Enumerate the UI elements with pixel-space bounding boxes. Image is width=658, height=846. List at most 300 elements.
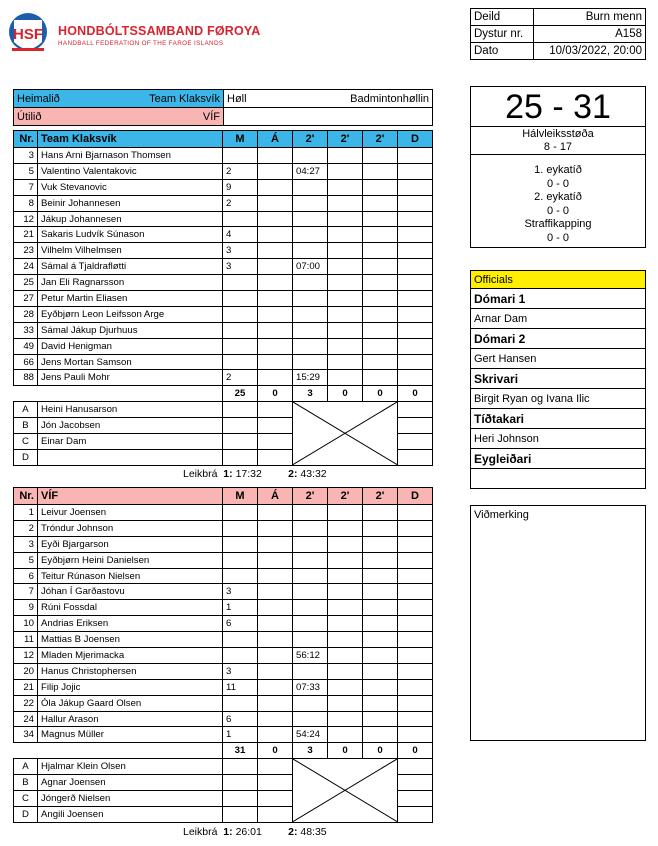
totals-row (14, 743, 433, 759)
domari2-name: Gert Hansen (471, 349, 646, 369)
federation-logo (8, 12, 48, 58)
player-2min-1 (293, 711, 328, 727)
player-2min-1 (293, 227, 328, 243)
player-goals (223, 306, 258, 322)
player-name: Hallur Arason (38, 711, 223, 727)
player-number: 33 (14, 322, 38, 338)
away-table-header (14, 488, 433, 505)
player-goals (223, 275, 258, 291)
player-goals (223, 520, 258, 536)
player-row (14, 211, 433, 227)
player-warning (258, 275, 293, 291)
player-name: Jens Mortan Samson (38, 354, 223, 370)
player-disqualification (398, 600, 433, 616)
dystur-label: Dystur nr. (471, 26, 534, 43)
player-disqualification (398, 291, 433, 307)
player-number: 24 (14, 711, 38, 727)
player-warning (258, 291, 293, 307)
official-letter: C (14, 791, 38, 807)
player-2min-2 (328, 148, 363, 164)
timeout-2-value: 48:35 (300, 826, 327, 838)
total-m: 25 (223, 386, 258, 402)
player-disqualification (398, 505, 433, 521)
player-2min-1: 04:27 (293, 163, 328, 179)
player-disqualification (398, 584, 433, 600)
player-2min-1: 54:24 (293, 727, 328, 743)
player-goals (223, 338, 258, 354)
col-team: Team Klaksvík (38, 131, 223, 148)
player-name: Leivur Joensen (38, 505, 223, 521)
official-2min (258, 791, 293, 807)
player-2min-2 (328, 711, 363, 727)
player-2min-3 (363, 370, 398, 386)
col-m: M (223, 131, 258, 148)
player-disqualification (398, 552, 433, 568)
total-t1: 3 (293, 386, 328, 402)
player-2min-2 (328, 552, 363, 568)
player-goals: 6 (223, 711, 258, 727)
player-disqualification (398, 727, 433, 743)
player-name: Filip Jojic (38, 679, 223, 695)
player-2min-3 (363, 306, 398, 322)
col-team: VÍF (38, 488, 223, 505)
player-disqualification (398, 179, 433, 195)
official-warning (223, 402, 258, 418)
totals-blank (14, 386, 38, 402)
player-goals: 3 (223, 259, 258, 275)
team-official-row (14, 402, 433, 418)
official-name (38, 449, 223, 465)
official-name: Jón Jacobsen (38, 418, 223, 434)
player-name: Petur Martin Eliasen (38, 291, 223, 307)
official-2min (258, 759, 293, 775)
player-2min-1 (293, 243, 328, 259)
player-number: 8 (14, 195, 38, 211)
federation-subtitle: HANDBALL FEDERATION OF THE FAROE ISLANDS (58, 40, 224, 47)
col-m: M (223, 488, 258, 505)
player-number: 10 (14, 616, 38, 632)
player-goals (223, 322, 258, 338)
player-goals (223, 632, 258, 648)
home-timeouts (183, 468, 327, 480)
player-name: Jens Pauli Mohr (38, 370, 223, 386)
player-number: 34 (14, 727, 38, 743)
col-nr: Nr. (14, 131, 38, 148)
player-2min-2 (328, 663, 363, 679)
player-2min-2 (328, 211, 363, 227)
player-2min-3 (363, 727, 398, 743)
player-goals: 11 (223, 679, 258, 695)
player-goals (223, 505, 258, 521)
timeout-1-value: 26:01 (235, 826, 262, 838)
col-d: D (398, 131, 433, 148)
timeout-2-key: 2: (288, 468, 298, 480)
player-2min-3 (363, 711, 398, 727)
official-name: Jóngerð Nielsen (38, 791, 223, 807)
player-warning (258, 259, 293, 275)
player-number: 6 (14, 568, 38, 584)
away-timeouts (183, 826, 327, 838)
player-2min-3 (363, 695, 398, 711)
teams-header (13, 89, 433, 126)
player-2min-1 (293, 211, 328, 227)
player-warning (258, 536, 293, 552)
dato-value: 10/03/2022, 20:00 (534, 43, 646, 60)
player-row (14, 552, 433, 568)
player-warning (258, 727, 293, 743)
player-row (14, 148, 433, 164)
player-goals (223, 552, 258, 568)
player-goals: 3 (223, 663, 258, 679)
player-warning (258, 211, 293, 227)
player-2min-3 (363, 536, 398, 552)
timeout-2-key: 2: (288, 826, 298, 838)
extra-2-label: 2. eykatíð (534, 191, 582, 204)
player-warning (258, 163, 293, 179)
player-number: 88 (14, 370, 38, 386)
player-2min-2 (328, 291, 363, 307)
col-2min-3: 2' (363, 488, 398, 505)
extra-1-value: 0 - 0 (546, 177, 569, 190)
player-2min-2 (328, 584, 363, 600)
official-warning (223, 791, 258, 807)
player-2min-1: 07:00 (293, 259, 328, 275)
player-name: David Henigman (38, 338, 223, 354)
player-number: 49 (14, 338, 38, 354)
player-2min-1: 56:12 (293, 648, 328, 664)
player-number: 28 (14, 306, 38, 322)
half-time-label: Hálvleiksstøða (522, 128, 594, 140)
tidtakari-label: Tíðtakari (471, 409, 646, 429)
player-disqualification (398, 163, 433, 179)
player-disqualification (398, 632, 433, 648)
col-nr: Nr. (14, 488, 38, 505)
player-row (14, 291, 433, 307)
officials-header: Officials (471, 271, 646, 289)
player-name: Andrias Eriksen (38, 616, 223, 632)
player-goals (223, 211, 258, 227)
player-2min-1 (293, 322, 328, 338)
player-2min-1 (293, 600, 328, 616)
player-row (14, 663, 433, 679)
player-disqualification (398, 243, 433, 259)
player-row (14, 616, 433, 632)
player-warning (258, 306, 293, 322)
player-warning (258, 227, 293, 243)
extra-1-label: 1. eykatíð (534, 164, 582, 176)
player-2min-1: 15:29 (293, 370, 328, 386)
official-disqualification (398, 449, 433, 465)
dystur-value: A158 (534, 26, 646, 43)
player-row (14, 306, 433, 322)
player-name: Rúni Fossdal (38, 600, 223, 616)
player-2min-1 (293, 695, 328, 711)
player-number: 5 (14, 552, 38, 568)
remarks-box (470, 505, 646, 741)
player-2min-1 (293, 195, 328, 211)
federation-name: HONDBÓLTSSAMBAND FØROYA (58, 24, 261, 38)
score-box (470, 86, 646, 248)
player-2min-1 (293, 291, 328, 307)
totals-row (14, 386, 433, 402)
player-goals: 2 (223, 163, 258, 179)
player-2min-3 (363, 552, 398, 568)
player-warning (258, 195, 293, 211)
official-2min (258, 402, 293, 418)
player-disqualification (398, 322, 433, 338)
player-2min-1 (293, 632, 328, 648)
player-2min-2 (328, 505, 363, 521)
player-2min-2 (328, 306, 363, 322)
official-warning (223, 418, 258, 434)
penalties-label: Straffikapping (524, 218, 592, 231)
player-row (14, 648, 433, 664)
player-warning (258, 584, 293, 600)
remarks-label: Viðmerking (474, 509, 529, 521)
player-2min-2 (328, 179, 363, 195)
player-2min-2 (328, 616, 363, 632)
player-warning (258, 505, 293, 521)
player-2min-1 (293, 663, 328, 679)
player-2min-2 (328, 632, 363, 648)
player-row (14, 600, 433, 616)
utilid-label: Útilið (17, 110, 42, 123)
player-row (14, 568, 433, 584)
player-name: Óla Jákup Gaard Olsen (38, 695, 223, 711)
totals-blank (38, 743, 223, 759)
player-goals: 1 (223, 727, 258, 743)
player-2min-3 (363, 275, 398, 291)
player-name: Valentino Valentakovic (38, 163, 223, 179)
player-row (14, 711, 433, 727)
player-2min-1 (293, 505, 328, 521)
player-name: Sámal Jákup Djurhuus (38, 322, 223, 338)
player-2min-3 (363, 227, 398, 243)
player-warning (258, 663, 293, 679)
total-t2: 0 (328, 743, 363, 759)
venue-name: Badmintonhøllin (350, 92, 429, 105)
official-name: Agnar Joensen (38, 775, 223, 791)
player-2min-3 (363, 211, 398, 227)
player-goals: 2 (223, 195, 258, 211)
player-2min-3 (363, 148, 398, 164)
away-players-table (13, 487, 433, 823)
player-row (14, 370, 433, 386)
player-row (14, 584, 433, 600)
away-team-cell (14, 108, 224, 126)
player-number: 27 (14, 291, 38, 307)
player-2min-3 (363, 505, 398, 521)
player-warning (258, 243, 293, 259)
player-row (14, 179, 433, 195)
player-disqualification (398, 616, 433, 632)
player-row (14, 163, 433, 179)
player-name: Jan Eli Ragnarsson (38, 275, 223, 291)
player-2min-3 (363, 259, 398, 275)
player-2min-2 (328, 370, 363, 386)
player-name: Mladen Mjerimacka (38, 648, 223, 664)
player-name: Sámal á Tjaldrafløtti (38, 259, 223, 275)
player-2min-3 (363, 648, 398, 664)
official-disqualification (398, 775, 433, 791)
official-letter: B (14, 775, 38, 791)
total-t2: 0 (328, 386, 363, 402)
player-disqualification (398, 568, 433, 584)
col-2min-3: 2' (363, 131, 398, 148)
player-2min-1 (293, 338, 328, 354)
crossed-out-area (293, 759, 398, 823)
player-disqualification (398, 227, 433, 243)
player-name: Eyði Bjargarson (38, 536, 223, 552)
player-warning (258, 568, 293, 584)
extra-2-value: 0 - 0 (546, 204, 569, 217)
player-goals (223, 648, 258, 664)
player-number: 12 (14, 648, 38, 664)
player-2min-2 (328, 275, 363, 291)
official-disqualification (398, 806, 433, 822)
player-2min-1 (293, 536, 328, 552)
player-2min-3 (363, 322, 398, 338)
deild-label: Deild (471, 9, 534, 26)
player-number: 24 (14, 259, 38, 275)
official-disqualification (398, 418, 433, 434)
dato-label: Dato (471, 43, 534, 60)
total-d: 0 (398, 743, 433, 759)
total-d: 0 (398, 386, 433, 402)
player-name: Vilhelm Vilhelmsen (38, 243, 223, 259)
player-number: 22 (14, 695, 38, 711)
player-2min-3 (363, 291, 398, 307)
player-warning (258, 648, 293, 664)
player-goals (223, 291, 258, 307)
official-letter: D (14, 806, 38, 822)
player-row (14, 322, 433, 338)
timeout-1-value: 17:32 (235, 468, 262, 480)
player-row (14, 227, 433, 243)
away-team-name: VÍF (202, 110, 220, 123)
venue-cell (224, 90, 433, 108)
player-disqualification (398, 306, 433, 322)
player-warning (258, 632, 293, 648)
official-letter: A (14, 402, 38, 418)
player-2min-1 (293, 179, 328, 195)
player-2min-2 (328, 227, 363, 243)
official-name: Heini Hanusarson (38, 402, 223, 418)
player-warning (258, 520, 293, 536)
player-row (14, 275, 433, 291)
player-2min-2 (328, 679, 363, 695)
officials-table (470, 270, 646, 489)
player-2min-3 (363, 195, 398, 211)
player-number: 20 (14, 663, 38, 679)
player-2min-2 (328, 648, 363, 664)
player-disqualification (398, 695, 433, 711)
player-warning (258, 148, 293, 164)
official-warning (223, 449, 258, 465)
player-2min-1 (293, 552, 328, 568)
player-2min-3 (363, 163, 398, 179)
player-2min-2 (328, 259, 363, 275)
player-goals: 6 (223, 616, 258, 632)
skrivari-label: Skrivari (471, 369, 646, 389)
player-2min-3 (363, 568, 398, 584)
player-2min-1 (293, 306, 328, 322)
player-row (14, 354, 433, 370)
player-number: 1 (14, 505, 38, 521)
total-m: 31 (223, 743, 258, 759)
player-name: Sakaris Ludvík Súnason (38, 227, 223, 243)
player-number: 5 (14, 163, 38, 179)
col-2min-1: 2' (293, 488, 328, 505)
player-number: 7 (14, 179, 38, 195)
tidtakari-name: Heri Johnson (471, 429, 646, 449)
player-2min-3 (363, 179, 398, 195)
player-goals: 3 (223, 584, 258, 600)
official-warning (223, 806, 258, 822)
player-goals (223, 536, 258, 552)
player-name: Tróndur Johnson (38, 520, 223, 536)
player-2min-3 (363, 354, 398, 370)
col-2min-2: 2' (328, 488, 363, 505)
player-disqualification (398, 338, 433, 354)
home-team-cell (14, 90, 224, 108)
player-disqualification (398, 148, 433, 164)
official-name: Angili Joensen (38, 806, 223, 822)
player-disqualification (398, 520, 433, 536)
player-name: Hans Arni Bjarnason Thomsen (38, 148, 223, 164)
player-name: Beinir Johannesen (38, 195, 223, 211)
player-row (14, 536, 433, 552)
player-warning (258, 616, 293, 632)
timeout-2-value: 43:32 (300, 468, 327, 480)
player-row (14, 195, 433, 211)
player-goals (223, 695, 258, 711)
holl-label: Høll (227, 92, 247, 105)
domari2-label: Dómari 2 (471, 329, 646, 349)
extra-periods (471, 164, 645, 246)
player-2min-1 (293, 354, 328, 370)
player-2min-2 (328, 568, 363, 584)
total-t3: 0 (363, 386, 398, 402)
player-warning (258, 370, 293, 386)
player-row (14, 243, 433, 259)
player-number: 11 (14, 632, 38, 648)
penalties-value: 0 - 0 (546, 231, 569, 244)
player-warning (258, 711, 293, 727)
skrivari-name: Birgit Ryan og Ivana Ilic (471, 389, 646, 409)
team-official-row (14, 759, 433, 775)
half-time-score (471, 127, 645, 155)
final-score: 25 - 31 (471, 87, 645, 127)
logo-lettering: HSF (13, 26, 43, 43)
player-name: Eyðbjørn Heini Danielsen (38, 552, 223, 568)
player-number: 21 (14, 679, 38, 695)
cross-mark (293, 759, 397, 822)
official-letter: A (14, 759, 38, 775)
player-2min-3 (363, 338, 398, 354)
player-2min-3 (363, 584, 398, 600)
player-2min-3 (363, 632, 398, 648)
player-row (14, 259, 433, 275)
venue-blank-cell (224, 108, 433, 126)
player-disqualification (398, 679, 433, 695)
timeouts-label: Leikbrá (183, 826, 218, 838)
domari1-label: Dómari 1 (471, 289, 646, 309)
player-number: 25 (14, 275, 38, 291)
col-a: Á (258, 488, 293, 505)
crossed-out-area (293, 402, 398, 466)
player-row (14, 695, 433, 711)
